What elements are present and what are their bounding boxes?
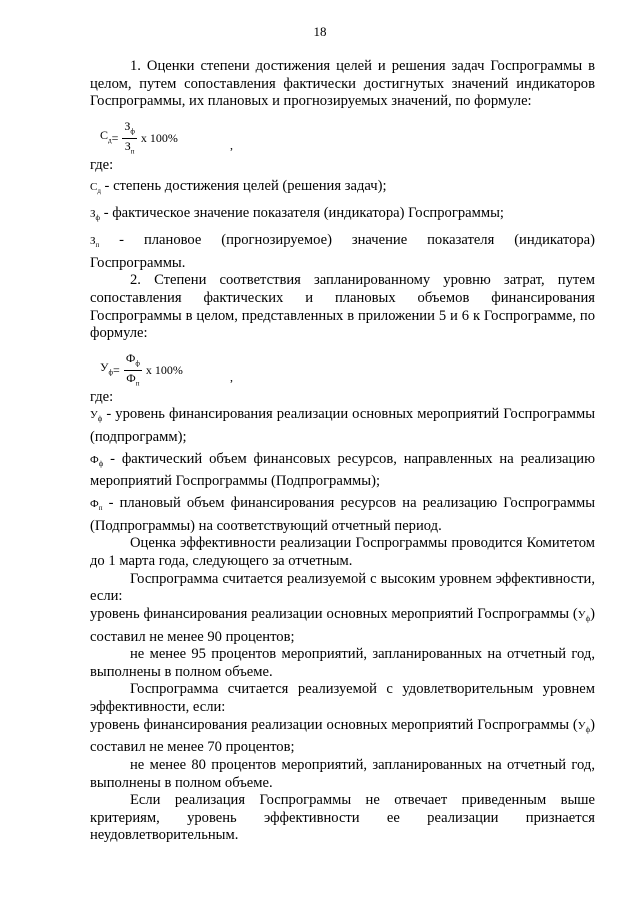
page-number: 18	[313, 24, 327, 39]
definition-fp: $Ф_п$ - плановый объем финансирования ресурсов на реализацию Госпрограммы (Подпрограммы) на соответствующий отчетный период.	[90, 495, 595, 534]
formula1-fraction	[122, 119, 137, 159]
paragraph-item-1: 1. Оценки степени достижения целей и решения задач Госпрограммы в целом, путем сопоставления фактически достигнутых значений индикаторов Госпрограммы, их плановых и прогнозируемых значений, по формуле:	[90, 58, 595, 110]
definition-uf: $У_ф$ - уровень финансирования реализации основных мероприятий Госпрограммы (подпрограмм);	[90, 406, 595, 446]
formula2-equals: =	[113, 362, 120, 377]
paragraph-item-2: 2. Степени соответствия запланированному уровню затрат, путем сопоставления фактических и плановых объемов финансирования Госпрограммы в целом, представленных в приложении 5 и 6 к Госпрограмме, по формуле:	[90, 272, 595, 342]
definition-zp: $З_п$ - плановое (прогнозируемое) значение показателя (индикатора) Госпрограммы.	[90, 231, 595, 271]
definition-ff: $Ф_ф$ - фактический объем финансовых ресурсов, направленных на реализацию мероприятий Госпрограммы (Подпрограммы);	[90, 450, 595, 490]
paragraph-evaluation: Оценка эффективности реализации Госпрограммы проводится Комитетом до 1 марта года, следующего за отчетным.	[90, 535, 595, 569]
criterion-satisfactory-financing: уровень финансирования реализации основных мероприятий Госпрограммы $(У_ф)$ составил не менее 70 процентов;	[90, 716, 595, 756]
formula1-multiplier: х 100%	[140, 130, 178, 145]
paragraph-unsatisfactory: Если реализация Госпрограммы не отвечает приведенным выше критериям, уровень эффективности ее реализации признается неудовлетворительным.	[90, 792, 595, 844]
formula1-comma: ,	[230, 137, 233, 152]
formula2-multiplier: х 100%	[145, 362, 183, 377]
formula1-equals: =	[111, 130, 119, 145]
where-label-2: где:	[90, 388, 114, 405]
formula-financing-level	[90, 347, 595, 387]
document-body	[90, 58, 595, 845]
criterion-high-financing: уровень финансирования реализации основных мероприятий Госпрограммы $(У_ф)$ составил не менее 90 процентов;	[90, 605, 595, 645]
criterion-high-measures: не менее 95 процентов мероприятий, запланированных на отчетный год, выполнены в полном объеме.	[90, 646, 595, 680]
formula2-lhs: $У_ф$	[100, 360, 114, 377]
formula1-numerator: $З_ф$	[122, 119, 137, 139]
paragraph-satisfactory-efficiency: Госпрограмма считается реализуемой с удовлетворительным уровнем эффективности, если:	[90, 681, 595, 715]
formula2-fraction	[124, 351, 142, 391]
formula2-numerator: $Ф_ф$	[124, 351, 142, 371]
paragraph-high-efficiency: Госпрограмма считается реализуемой с высоким уровнем эффективности, если:	[90, 570, 595, 605]
formula-goal-achievement	[90, 115, 595, 155]
formula2-denominator: $Ф_п$	[126, 371, 140, 388]
where-label-1: где:	[90, 156, 114, 173]
definition-zf: $З_ф$ - фактическое значение показателя (индикатора) Госпрограммы;	[90, 205, 504, 223]
definition-sd: $С_д$ - степень достижения целей (решения задач);	[90, 178, 387, 196]
formula1-denominator: $З_п$	[124, 139, 135, 156]
criterion-satisfactory-measures: не менее 80 процентов мероприятий, запланированных на отчетный год, выполнены в полном объеме.	[90, 756, 595, 791]
formula2-comma: ,	[230, 369, 233, 384]
formula1-lhs: $С_д$	[100, 128, 112, 145]
